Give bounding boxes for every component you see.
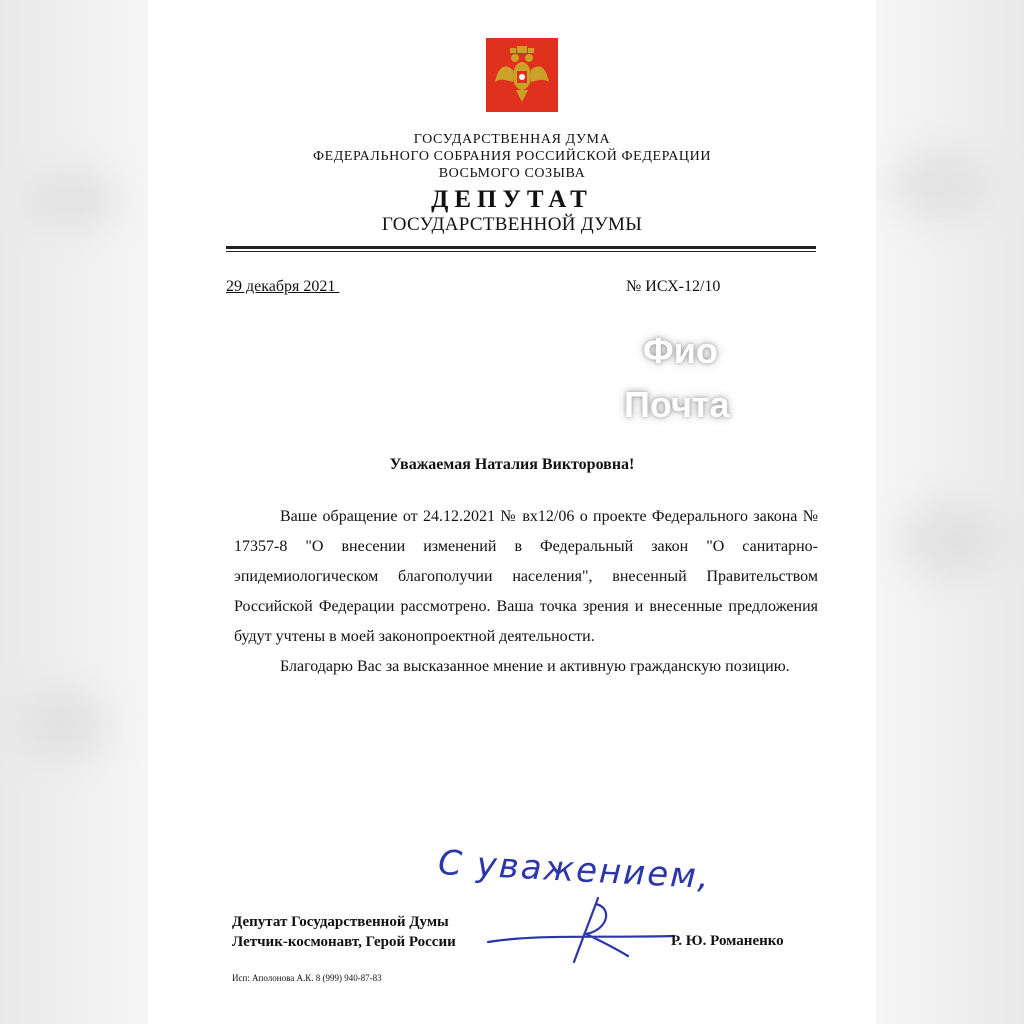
signatory-name: Р. Ю. Романенко [671,933,784,949]
letter-date: 29 декабря 2021 [226,278,340,295]
header-line-1: ГОСУДАРСТВЕННАЯ ДУМА [413,132,611,147]
header-line-3: ВОСЬМОГО СОЗЫВА [438,166,586,181]
signatory-position [232,912,456,952]
letter-body [234,502,818,682]
background-blur [890,150,990,220]
watermark-name: Фио [643,330,718,371]
letter-number: № ИСХ-12/10 [626,278,721,295]
header-line-2: ФЕДЕРАЛЬНОГО СОБРАНИЯ РОССИЙСКОЙ ФЕДЕРАЦИИ [312,149,712,164]
paragraph: Благодарю Вас за высказанное мнение и активную гражданскую позицию. [280,658,790,675]
letter-page [148,0,876,1024]
position-line-1: Депутат Государственной Думы [232,914,449,930]
handwritten-closing: С уважением, [437,842,712,898]
paragraph: Ваше обращение от 24.12.2021 № вх12/06 о проекте Федерального закона № 17357-8 "О внесении изменений в Федеральный закон "О санитарно-эпидемиологическом благополучии населения", внесенный Правительством Российской Федерации рассмотрено. Ваша точка зрения и внесенные предложения будут учтены в моей законопроектной деятельности. [234,508,818,645]
background-blur [900,500,1000,580]
header-subtitle: ГОСУДАРСТВЕННОЙ ДУМЫ [381,214,643,235]
header-title: ДЕПУТАТ [431,186,593,213]
position-line-2: Летчик-космонавт, Герой России [232,934,456,950]
background-left [0,0,150,1024]
letter-greeting: Уважаемая Наталия Викторовна! [389,456,635,473]
coat-of-arms-icon [486,38,558,112]
executor-note: Исп: Аполонова А.К. 8 (999) 940-87-83 [232,973,382,983]
background-blur [30,170,120,230]
header-rule-thick [226,246,816,249]
signature-icon [478,890,678,970]
watermark-email: Почта [624,384,730,425]
background-blur [20,690,110,760]
header-rule-thin [226,251,816,252]
